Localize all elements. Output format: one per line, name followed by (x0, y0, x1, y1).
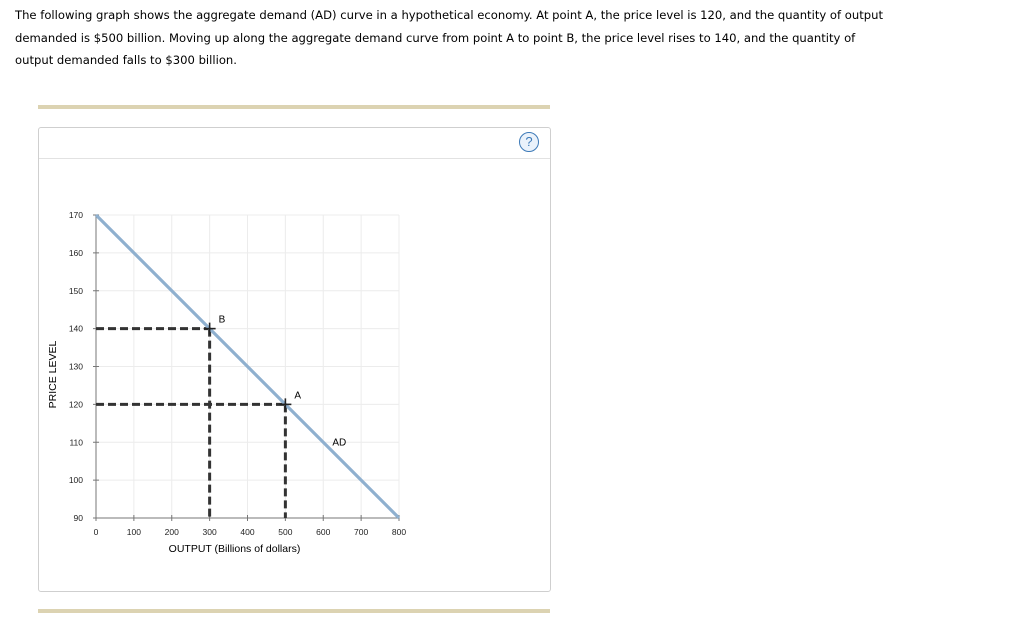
x-tick-label: 800 (391, 527, 407, 537)
x-tick-label: 500 (278, 527, 293, 537)
y-tick-label: 140 (68, 323, 83, 334)
question-line-2: demanded is $500 billion. Moving up along the aggregate demand curve from point A to point B, the price level rises to 140, and the quantity of (15, 30, 856, 45)
point-label-B: B (218, 314, 226, 326)
ad-chart (39, 128, 550, 591)
x-tick-label: 700 (354, 527, 369, 537)
question-line-3: output demanded falls to $300 billion. (15, 53, 237, 67)
x-axis-title: OUTPUT (Billions of dollars) (168, 543, 301, 555)
x-tick-label: 100 (126, 527, 141, 537)
top-divider (38, 105, 550, 109)
y-tick-label: 90 (73, 513, 83, 523)
bottom-divider (38, 609, 550, 613)
help-icon[interactable]: ? (519, 132, 539, 152)
graph-panel (38, 127, 551, 592)
x-tick-label: 400 (240, 527, 255, 537)
point-label-A: A (294, 390, 302, 402)
question-line-1: The following graph shows the aggregate demand (AD) curve in a hypothetical economy. At point A, the price level is 120, and the quantity of output (15, 8, 884, 22)
y-tick-label: 170 (68, 210, 83, 220)
x-tick-label: 0 (93, 527, 99, 537)
y-tick-label: 100 (68, 475, 83, 486)
x-tick-label: 300 (202, 527, 217, 537)
x-tick-label: 600 (316, 527, 331, 537)
ad-curve-label: AD (332, 437, 347, 449)
x-tick-label: 200 (164, 527, 179, 537)
y-axis-title: PRICE LEVEL (47, 340, 59, 409)
y-tick-label: 120 (68, 399, 83, 410)
y-tick-label: 150 (68, 285, 83, 296)
question-text (15, 4, 1005, 72)
y-tick-label: 160 (68, 247, 83, 258)
y-tick-label: 110 (69, 437, 83, 448)
y-tick-label: 130 (68, 361, 83, 372)
